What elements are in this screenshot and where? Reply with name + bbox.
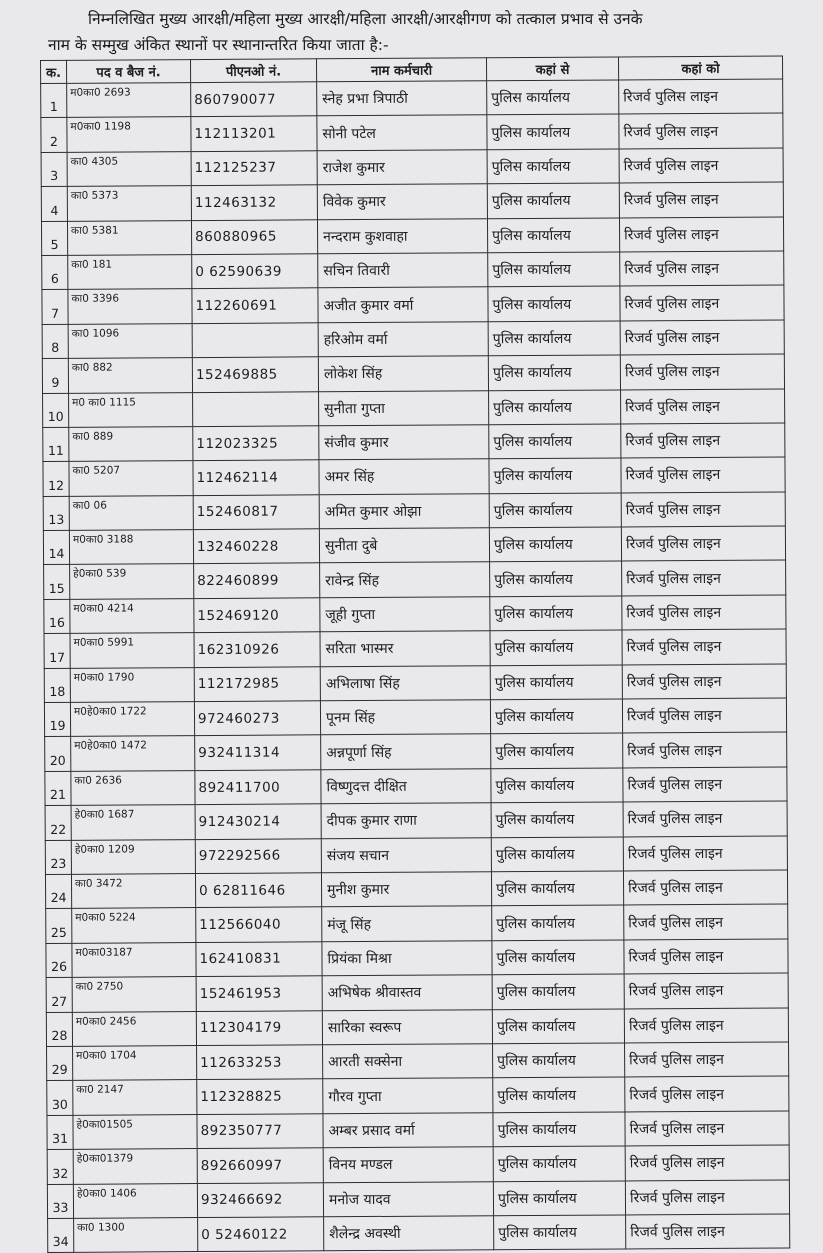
cell-to: रिजर्व पुलिस लाइन	[623, 732, 787, 767]
cell-to: रिजर्व पुलिस लाइन	[620, 354, 784, 389]
cell-sn: 26	[46, 943, 72, 978]
cell-pno: 152461953	[196, 976, 322, 1011]
cell-pno: 112328825	[197, 1079, 323, 1114]
cell-from: पुलिस कार्यालय	[489, 458, 621, 493]
cell-pno: 112172985	[194, 666, 320, 701]
cell-from: पुलिस कार्यालय	[491, 768, 623, 803]
cell-pno: 972460273	[194, 701, 320, 736]
cell-sn: 34	[48, 1218, 74, 1253]
cell-pno: 860790077	[191, 82, 317, 117]
cell-from: पुलिस कार्यालय	[490, 596, 622, 631]
cell-to: रिजर्व पुलिस लाइन	[619, 217, 783, 252]
cell-to: रिजर्व पुलिस लाइन	[619, 79, 783, 114]
cell-name: अम्बर प्रसाद वर्मा	[323, 1112, 493, 1147]
intro-text	[48, 6, 788, 58]
cell-to: रिजर्व पुलिस लाइन	[620, 320, 784, 355]
cell-to: रिजर्व पुलिस लाइन	[621, 457, 785, 492]
cell-to: रिजर्व पुलिस लाइन	[625, 1042, 789, 1077]
cell-to: रिजर्व पुलिस लाइन	[622, 629, 786, 664]
cell-post: का0 1300	[74, 1217, 198, 1252]
cell-name: नन्दराम कुशवाहा	[317, 218, 487, 253]
cell-post: हे0का0 1406	[73, 1183, 197, 1218]
cell-sn: 4	[41, 187, 67, 222]
cell-name: लोकेश सिंह	[318, 356, 488, 391]
cell-from: पुलिस कार्यालय	[493, 1043, 625, 1078]
cell-to: रिजर्व पुलिस लाइन	[621, 492, 785, 527]
cell-pno: 112125237	[191, 151, 317, 186]
cell-post: का0 4305	[67, 151, 191, 186]
cell-from: पुलिस कार्यालय	[490, 699, 622, 734]
cell-name: अमित कुमार ओझा	[319, 493, 489, 528]
cell-sn: 18	[44, 668, 70, 703]
cell-from: पुलिस कार्यालय	[490, 665, 622, 700]
cell-sn: 13	[43, 496, 69, 531]
cell-pno: 132460228	[193, 529, 319, 564]
cell-to: रिजर्व पुलिस लाइन	[620, 285, 784, 320]
table-row	[47, 1179, 789, 1218]
cell-to: रिजर्व पुलिस लाइन	[622, 560, 786, 595]
cell-sn: 33	[47, 1184, 73, 1219]
table-row	[46, 904, 788, 943]
cell-name: अजीत कुमार वर्मा	[318, 287, 488, 322]
cell-to: रिजर्व पुलिस लाइन	[619, 182, 783, 217]
cell-name: रावेन्द्र सिंह	[320, 562, 490, 597]
cell-pno: 112462114	[193, 460, 319, 495]
cell-sn: 29	[47, 1046, 73, 1081]
cell-sn: 10	[43, 393, 69, 428]
cell-sn: 21	[45, 771, 71, 806]
cell-name: सरिता भास्मर	[320, 631, 490, 666]
cell-from: पुलिस कार्यालय	[488, 286, 620, 321]
cell-to: रिजर्व पुलिस लाइन	[625, 1111, 789, 1146]
cell-sn: 14	[43, 530, 69, 565]
cell-post: म0का0 5991	[70, 633, 194, 668]
table-row	[44, 629, 786, 668]
cell-name: अमर सिंह	[319, 459, 489, 494]
cell-pno: 892411700	[195, 770, 321, 805]
cell-from: पुलिस कार्यालय	[493, 1112, 625, 1147]
cell-pno: 112304179	[196, 1010, 322, 1045]
cell-from: पुलिस कार्यालय	[487, 149, 619, 184]
header-post: पद व बैज नं.	[67, 60, 191, 84]
cell-from: पुलिस कार्यालय	[491, 871, 623, 906]
table-row	[46, 1007, 788, 1046]
cell-from: पुलिस कार्यालय	[488, 252, 620, 287]
intro-line-2: नाम के सम्मुख अंकित स्थानों पर स्थानान्तरित किया जाता है:-	[48, 36, 389, 54]
cell-post: हे0का01505	[73, 1114, 197, 1149]
cell-pno: 822460899	[194, 563, 320, 598]
cell-sn: 11	[43, 427, 69, 462]
cell-to: रिजर्व पुलिस लाइन	[625, 1076, 789, 1111]
cell-to: रिजर्व पुलिस लाइन	[624, 939, 788, 974]
cell-from: पुलिस कार्यालय	[491, 733, 623, 768]
cell-sn: 3	[41, 152, 67, 187]
cell-sn: 15	[44, 565, 70, 600]
cell-from: पुलिस कार्यालय	[491, 837, 623, 872]
cell-from: पुलिस कार्यालय	[487, 218, 619, 253]
cell-sn: 20	[45, 737, 71, 772]
table-row	[46, 973, 788, 1012]
cell-to: रिजर्व पुलिस लाइन	[623, 870, 787, 905]
cell-name: आरती सक्सेना	[323, 1044, 493, 1079]
table-row	[48, 1214, 790, 1253]
cell-name: अभिषेक श्रीवास्तव	[322, 975, 492, 1010]
cell-name: स्नेह प्रभा त्रिपाठी	[317, 81, 487, 116]
cell-pno: 0 62590639	[192, 254, 318, 289]
cell-from: पुलिस कार्यालय	[490, 630, 622, 665]
cell-sn: 6	[42, 255, 68, 290]
cell-name: मुनीश कुमार	[321, 872, 491, 907]
cell-post: का0 5373	[67, 186, 191, 221]
table-row	[42, 251, 784, 290]
table-row	[46, 939, 788, 978]
header-name: नाम कर्मचारी	[316, 58, 486, 82]
cell-pno: 152469120	[194, 598, 320, 633]
table-row	[45, 801, 787, 840]
cell-sn: 8	[42, 324, 68, 359]
cell-post: म0का0 2693	[67, 83, 191, 118]
table-row	[41, 113, 783, 152]
cell-to: रिजर्व पुलिस लाइन	[625, 1145, 789, 1180]
cell-pno: 152460817	[193, 494, 319, 529]
cell-post: हे0का01379	[73, 1149, 197, 1184]
cell-name: विवेक कुमार	[317, 184, 487, 219]
cell-name: जूही गुप्ता	[320, 597, 490, 632]
table-row	[47, 1111, 789, 1150]
cell-from: पुलिस कार्यालय	[493, 1146, 625, 1181]
cell-sn: 9	[42, 358, 68, 393]
table-row	[44, 698, 786, 737]
cell-name: हरिओम वर्मा	[318, 322, 488, 357]
cell-name: संजय सचान	[321, 837, 491, 872]
table-row	[42, 320, 784, 359]
cell-post: म0का0 1704	[73, 1045, 197, 1080]
cell-pno: 972292566	[195, 838, 321, 873]
cell-post: हे0का0 539	[70, 564, 194, 599]
cell-pno: 860880965	[191, 219, 317, 254]
table-row	[41, 217, 783, 256]
cell-name: राजेश कुमार	[317, 150, 487, 185]
cell-pno: 912430214	[195, 804, 321, 839]
cell-to: रिजर्व पुलिस लाइन	[619, 113, 783, 148]
cell-sn: 7	[42, 290, 68, 325]
cell-to: रिजर्व पुलिस लाइन	[626, 1214, 790, 1249]
cell-from: पुलिस कार्यालय	[488, 321, 620, 356]
cell-post: का0 1096	[68, 323, 192, 358]
cell-sn: 30	[47, 1081, 73, 1116]
cell-to: रिजर्व पुलिस लाइन	[621, 526, 785, 561]
table-row	[45, 870, 787, 909]
cell-post: का0 181	[68, 255, 192, 290]
cell-pno: 0 52460122	[198, 1217, 324, 1252]
cell-pno	[192, 323, 318, 358]
cell-post: म0का0 4214	[70, 598, 194, 633]
cell-sn: 24	[45, 874, 71, 909]
cell-post: का0 2750	[72, 977, 196, 1012]
cell-post: म0का0 1198	[67, 117, 191, 152]
cell-pno: 162310926	[194, 632, 320, 667]
cell-sn: 5	[41, 221, 67, 256]
cell-sn: 27	[46, 977, 72, 1012]
cell-from: पुलिस कार्यालय	[489, 389, 621, 424]
cell-name: दीपक कुमार राणा	[321, 803, 491, 838]
cell-post: हे0का0 1687	[71, 805, 195, 840]
cell-from: पुलिस कार्यालय	[488, 355, 620, 390]
cell-pno: 112023325	[193, 426, 319, 461]
cell-name: संजीव कुमार	[319, 425, 489, 460]
cell-sn: 25	[46, 909, 72, 944]
table-row	[41, 79, 783, 118]
cell-name: सुनीता दुबे	[319, 528, 489, 563]
cell-to: रिजर्व पुलिस लाइन	[620, 251, 784, 286]
cell-name: मनोज यादव	[323, 1181, 493, 1216]
cell-name: गौरव गुप्ता	[323, 1078, 493, 1113]
cell-post: म0का03187	[72, 942, 196, 977]
table-row	[41, 182, 783, 221]
cell-from: पुलिस कार्यालय	[492, 974, 624, 1009]
cell-pno: 892660997	[197, 1148, 323, 1183]
cell-to: रिजर्व पुलिस लाइन	[621, 423, 785, 458]
cell-pno: 892350777	[197, 1114, 323, 1149]
cell-name: शैलेन्द्र अवस्थी	[324, 1216, 494, 1251]
cell-post: का0 882	[68, 358, 192, 393]
cell-pno: 112113201	[191, 116, 317, 151]
cell-from: पुलिस कार्यालय	[487, 114, 619, 149]
cell-to: रिजर्व पुलिस लाइन	[624, 1007, 788, 1042]
intro-line-1: निम्नलिखित मुख्य आरक्षी/महिला मुख्य आरक्षी/महिला आरक्षी/आरक्षीगण को तत्काल प्रभाव से उनके	[88, 10, 643, 28]
cell-from: पुलिस कार्यालय	[489, 527, 621, 562]
cell-name: अभिलाषा सिंह	[320, 665, 490, 700]
table-row	[45, 732, 787, 771]
cell-pno	[193, 391, 319, 426]
cell-to: रिजर्व पुलिस लाइन	[625, 1179, 789, 1214]
cell-name: पूनम सिंह	[320, 700, 490, 735]
cell-pno: 0 62811646	[195, 873, 321, 908]
cell-to: रिजर्व पुलिस लाइन	[624, 973, 788, 1008]
cell-pno: 112463132	[191, 185, 317, 220]
cell-pno: 152469885	[192, 357, 318, 392]
cell-from: पुलिस कार्यालय	[494, 1215, 626, 1250]
cell-post: म0हे0का0 1472	[71, 736, 195, 771]
cell-post: का0 889	[69, 426, 193, 461]
cell-post: का0 3396	[68, 289, 192, 324]
cell-post: का0 5381	[67, 220, 191, 255]
header-to: कहां को	[618, 56, 782, 80]
cell-sn: 32	[47, 1149, 73, 1184]
cell-from: पुलिस कार्यालय	[493, 1180, 625, 1215]
cell-sn: 19	[44, 702, 70, 737]
cell-name: सचिन तिवारी	[318, 253, 488, 288]
table-row	[43, 423, 785, 462]
cell-name: विष्णुदत्त दीक्षित	[321, 769, 491, 804]
table-row	[43, 492, 785, 531]
table-row	[45, 836, 787, 875]
cell-from: पुलिस कार्यालय	[490, 561, 622, 596]
cell-post: म0का0 3188	[69, 530, 193, 565]
cell-to: रिजर्व पुलिस लाइन	[623, 836, 787, 871]
cell-sn: 2	[41, 118, 67, 153]
cell-from: पुलिस कार्यालय	[493, 1077, 625, 1112]
cell-to: रिजर्व पुलिस लाइन	[622, 664, 786, 699]
transfer-table	[40, 55, 790, 1253]
cell-pno: 112633253	[197, 1045, 323, 1080]
cell-sn: 12	[43, 462, 69, 497]
table-row	[44, 664, 786, 703]
cell-pno: 932411314	[195, 735, 321, 770]
cell-sn: 31	[47, 1115, 73, 1150]
cell-from: पुलिस कार्यालय	[487, 80, 619, 115]
cell-name: सारिका स्वरूप	[322, 1009, 492, 1044]
cell-to: रिजर्व पुलिस लाइन	[623, 767, 787, 802]
cell-post: का0 2636	[71, 770, 195, 805]
cell-to: रिजर्व पुलिस लाइन	[619, 148, 783, 183]
cell-sn: 28	[46, 1012, 72, 1047]
table-row	[47, 1076, 789, 1115]
cell-post: म0का0 2456	[72, 1011, 196, 1046]
table-row	[42, 354, 784, 393]
header-from: कहां से	[486, 57, 618, 81]
cell-to: रिजर्व पुलिस लाइन	[622, 698, 786, 733]
cell-sn: 1	[41, 83, 67, 118]
cell-from: पुलिस कार्यालय	[492, 940, 624, 975]
cell-post: म0हे0का0 1722	[70, 702, 194, 737]
cell-sn: 16	[44, 599, 70, 634]
cell-pno: 932466692	[197, 1182, 323, 1217]
cell-pno: 162410831	[196, 942, 322, 977]
cell-from: पुलिस कार्यालय	[487, 183, 619, 218]
table-row	[41, 148, 783, 187]
cell-name: विनय मण्डल	[323, 1147, 493, 1182]
table-row	[43, 388, 785, 427]
table-row	[44, 560, 786, 599]
cell-sn: 22	[45, 806, 71, 841]
table-row	[43, 457, 785, 496]
cell-name: सुनीता गुप्ता	[319, 390, 489, 425]
cell-to: रिजर्व पुलिस लाइन	[624, 904, 788, 939]
cell-pno: 112260691	[192, 288, 318, 323]
cell-post: हे0का0 1209	[71, 839, 195, 874]
table-row	[44, 595, 786, 634]
header-pno: पीएनओ नं.	[191, 59, 317, 83]
cell-from: पुलिस कार्यालय	[489, 424, 621, 459]
cell-post: का0 5207	[69, 461, 193, 496]
header-sn: क.	[41, 60, 67, 83]
cell-name: मंजू सिंह	[322, 906, 492, 941]
cell-post: का0 3472	[71, 874, 195, 909]
cell-to: रिजर्व पुलिस लाइन	[621, 388, 785, 423]
cell-to: रिजर्व पुलिस लाइन	[623, 801, 787, 836]
cell-post: म0का0 1790	[70, 667, 194, 702]
cell-sn: 23	[45, 840, 71, 875]
cell-to: रिजर्व पुलिस लाइन	[622, 595, 786, 630]
cell-name: सोनी पटेल	[317, 115, 487, 150]
table-row	[47, 1145, 789, 1184]
cell-pno: 112566040	[196, 907, 322, 942]
table-row	[45, 767, 787, 806]
cell-sn: 17	[44, 634, 70, 669]
cell-post: का0 2147	[73, 1080, 197, 1115]
cell-from: पुलिस कार्यालय	[491, 802, 623, 837]
table-row	[43, 526, 785, 565]
cell-post: म0 का0 1115	[69, 392, 193, 427]
cell-post: म0का0 5224	[72, 908, 196, 943]
cell-from: पुलिस कार्यालय	[492, 905, 624, 940]
cell-name: प्रियंका मिश्रा	[322, 941, 492, 976]
table-row	[47, 1042, 789, 1081]
cell-from: पुलिस कार्यालय	[489, 493, 621, 528]
cell-post: का0 06	[69, 495, 193, 530]
cell-name: अन्नपूर्णा सिंह	[321, 734, 491, 769]
table-row	[42, 285, 784, 324]
cell-from: पुलिस कार्यालय	[492, 1008, 624, 1043]
